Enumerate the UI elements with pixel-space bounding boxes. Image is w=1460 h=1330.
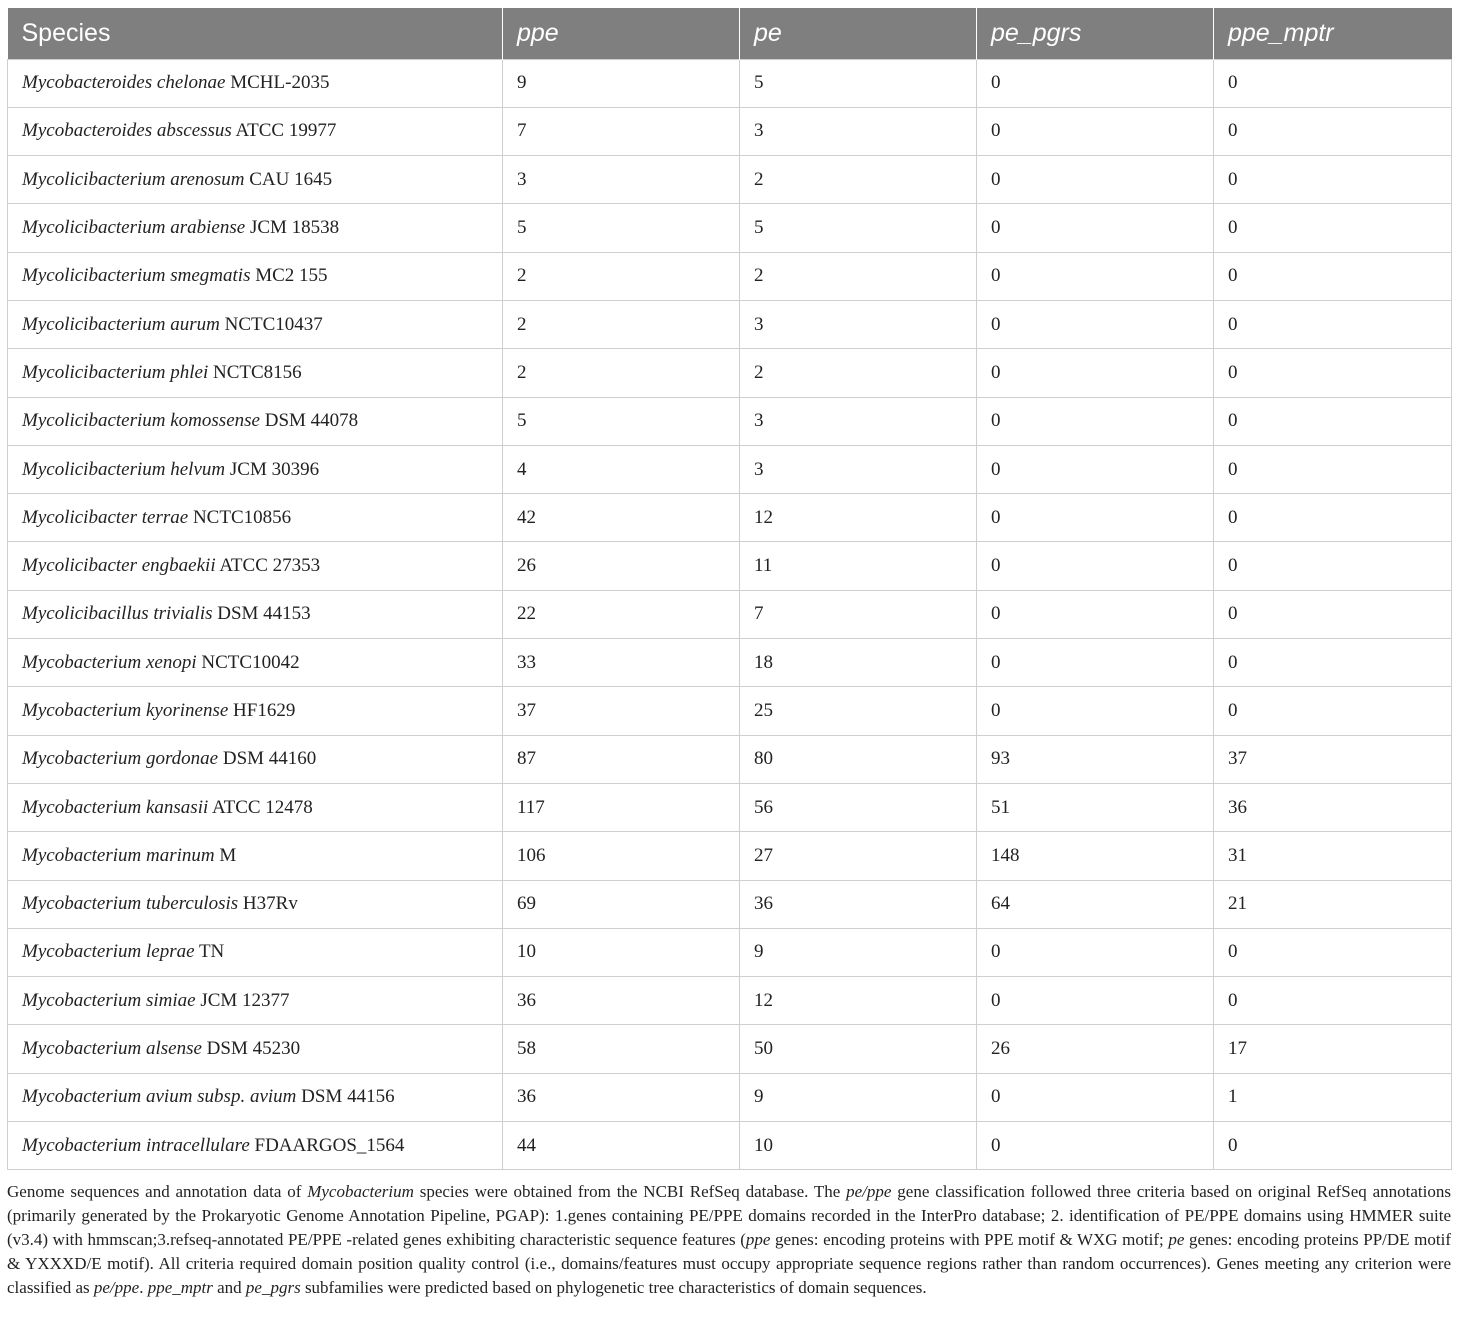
species-cell (8, 783, 503, 831)
count-cell-ppe-mptr: 0 (1214, 300, 1452, 348)
species-cell (8, 542, 503, 590)
count-cell-pe-pgrs: 93 (977, 735, 1214, 783)
count-cell-pe-pgrs: 0 (977, 542, 1214, 590)
count-cell-ppe-mptr: 0 (1214, 252, 1452, 300)
count-cell-ppe-mptr: 0 (1214, 349, 1452, 397)
strain-name: TN (198, 941, 225, 963)
table-row (8, 494, 1452, 542)
count-cell-pe-pgrs: 0 (977, 639, 1214, 687)
count-cell-pe: 80 (740, 735, 977, 783)
count-cell-pe: 3 (740, 300, 977, 348)
strain-name: ATCC 12478 (211, 796, 313, 818)
species-cell (8, 1025, 503, 1073)
table-row (8, 735, 1452, 783)
footnote-text: species were obtained from the NCBI RefSeq database. The (413, 1182, 847, 1201)
species-name: Mycolicibacterium komossense (22, 410, 260, 432)
species-name: Mycobacterium marinum (22, 844, 215, 866)
table-row (8, 783, 1452, 831)
count-cell-pe: 12 (740, 977, 977, 1025)
species-name: Mycolicibacterium helvum (22, 458, 226, 480)
strain-name: M (219, 844, 237, 866)
species-name: Mycolicibacterium arabiense (22, 217, 246, 239)
species-name: Mycobacterium xenopi (22, 651, 197, 673)
strain-name: NCTC10856 (192, 506, 292, 528)
count-cell-pe: 2 (740, 252, 977, 300)
count-cell-pe: 10 (740, 1122, 977, 1170)
species-name: Mycobacterium leprae (22, 941, 195, 963)
count-cell-pe-pgrs: 148 (977, 832, 1214, 880)
species-cell (8, 156, 503, 204)
count-cell-ppe-mptr: 0 (1214, 397, 1452, 445)
count-cell-pe-pgrs: 0 (977, 59, 1214, 107)
table-row (8, 1073, 1452, 1121)
count-cell-ppe: 58 (503, 1025, 740, 1073)
strain-name: HF1629 (233, 700, 296, 721)
species-cell (8, 107, 503, 155)
count-cell-pe: 3 (740, 445, 977, 493)
species-cell (8, 928, 503, 976)
count-cell-pe: 36 (740, 880, 977, 928)
strain-name: NCTC10042 (201, 651, 300, 673)
count-cell-ppe: 10 (503, 928, 740, 976)
count-cell-ppe-mptr: 0 (1214, 445, 1452, 493)
species-cell (8, 494, 503, 542)
species-name: Mycobacterium gordonae (22, 748, 219, 770)
count-cell-ppe-mptr: 31 (1214, 832, 1452, 880)
count-cell-ppe-mptr: 37 (1214, 735, 1452, 783)
footnote-italic: pe/ppe (846, 1182, 892, 1201)
table-row (8, 880, 1452, 928)
table-row (8, 1122, 1452, 1170)
species-name: Mycobacterium simiae (22, 989, 196, 1011)
count-cell-pe: 27 (740, 832, 977, 880)
count-cell-ppe-mptr: 0 (1214, 687, 1452, 735)
count-cell-pe-pgrs: 64 (977, 880, 1214, 928)
species-cell (8, 687, 503, 735)
species-name: Mycolicibacillus trivialis (22, 603, 213, 625)
strain-name: FDAARGOS_1564 (254, 1134, 405, 1156)
count-cell-ppe-mptr: 21 (1214, 880, 1452, 928)
footnote-italic: pe/ppe (93, 1278, 140, 1297)
count-cell-ppe-mptr: 0 (1214, 59, 1452, 107)
count-cell-pe: 9 (740, 928, 977, 976)
count-cell-pe: 12 (740, 494, 977, 542)
count-cell-pe: 7 (740, 590, 977, 638)
species-cell (8, 204, 503, 252)
count-cell-ppe: 36 (503, 1073, 740, 1121)
count-cell-pe-pgrs: 0 (977, 300, 1214, 348)
table-row (8, 832, 1452, 880)
count-cell-ppe-mptr: 0 (1214, 928, 1452, 976)
count-cell-pe: 3 (740, 107, 977, 155)
species-cell (8, 252, 503, 300)
count-cell-pe-pgrs: 0 (977, 397, 1214, 445)
footnote-text: gene classification followed three criteria based on original RefSeq annotations (primarily generated by the Prokaryotic Genome Annotation Pipeline, PGAP): 1.genes containing PE/PPE domains recorded in the InterPro database; 2. identification of PE/PPE domains using HMMER suite (v3.4) with hmmscan;3.refseq-annotated PE/PPE -related genes exhibiting characteristic sequence features ( (7, 1182, 1451, 1249)
count-cell-pe: 5 (740, 59, 977, 107)
count-cell-ppe-mptr: 0 (1214, 494, 1452, 542)
count-cell-pe: 3 (740, 397, 977, 445)
count-cell-ppe-mptr: 0 (1214, 542, 1452, 590)
footnote-text: genes: encoding proteins PP/DE motif & YXXXD/E motif). All criteria required domain position quality control (i.e., domains/features must occupy appropriate sequence regions rather than random occurrences). Genes meeting any criterion were classified as (7, 1230, 1451, 1297)
strain-name: ATCC 19977 (235, 120, 337, 142)
strain-name: MC2 155 (255, 265, 328, 287)
count-cell-ppe-mptr: 36 (1214, 783, 1452, 831)
table-container (7, 8, 1451, 1170)
strain-name: H37Rv (242, 893, 298, 915)
count-cell-pe-pgrs: 0 (977, 445, 1214, 493)
count-cell-ppe: 2 (503, 300, 740, 348)
strain-name: DSM 45230 (206, 1038, 301, 1060)
count-cell-pe: 25 (740, 687, 977, 735)
species-name: Mycolicibacterium smegmatis (22, 265, 251, 287)
gene-count-table (7, 8, 1452, 1170)
species-name: Mycolicibacterium phlei (22, 361, 209, 383)
count-cell-ppe-mptr: 0 (1214, 639, 1452, 687)
species-cell (8, 832, 503, 880)
count-cell-pe-pgrs: 0 (977, 687, 1214, 735)
count-cell-ppe: 36 (503, 977, 740, 1025)
strain-name: NCTC8156 (213, 361, 302, 383)
table-row (8, 59, 1452, 107)
count-cell-pe: 2 (740, 156, 977, 204)
species-cell (8, 590, 503, 638)
table-row (8, 204, 1452, 252)
count-cell-ppe: 3 (503, 156, 740, 204)
count-cell-ppe: 87 (503, 735, 740, 783)
count-cell-ppe: 9 (503, 59, 740, 107)
species-name: Mycobacterium intracellulare (22, 1134, 250, 1156)
footnote-text: Genome sequences and annotation data of (7, 1182, 308, 1201)
count-cell-ppe: 44 (503, 1122, 740, 1170)
header-ppe: ppe (503, 8, 740, 59)
species-name: Mycobacterium alsense (22, 1038, 202, 1060)
count-cell-ppe: 69 (503, 880, 740, 928)
count-cell-ppe-mptr: 0 (1214, 977, 1452, 1025)
count-cell-pe: 2 (740, 349, 977, 397)
count-cell-pe: 18 (740, 639, 977, 687)
table-footnote (7, 1180, 1451, 1300)
footnote-italic: ppe (745, 1230, 771, 1249)
table-row (8, 300, 1452, 348)
count-cell-ppe: 2 (503, 349, 740, 397)
count-cell-ppe-mptr: 0 (1214, 156, 1452, 204)
strain-name: MCHL-2035 (230, 72, 330, 94)
count-cell-ppe: 2 (503, 252, 740, 300)
count-cell-pe-pgrs: 0 (977, 1073, 1214, 1121)
count-cell-ppe: 117 (503, 783, 740, 831)
species-cell (8, 977, 503, 1025)
species-name: Mycolicibacter engbaekii (22, 555, 216, 577)
count-cell-pe-pgrs: 0 (977, 928, 1214, 976)
table-row (8, 252, 1452, 300)
strain-name: DSM 44160 (222, 748, 317, 770)
species-cell (8, 735, 503, 783)
species-name: Mycobacteroides abscessus (22, 120, 232, 142)
strain-name: NCTC10437 (224, 313, 323, 335)
strain-name: DSM 44153 (217, 603, 311, 625)
header-ppe-mptr: ppe_mptr (1214, 8, 1452, 59)
count-cell-ppe: 42 (503, 494, 740, 542)
header-pe: pe (740, 8, 977, 59)
species-cell (8, 1122, 503, 1170)
species-cell (8, 349, 503, 397)
count-cell-pe-pgrs: 26 (977, 1025, 1214, 1073)
count-cell-ppe-mptr: 0 (1214, 107, 1452, 155)
species-cell (8, 1073, 503, 1121)
count-cell-pe-pgrs: 0 (977, 349, 1214, 397)
count-cell-pe: 56 (740, 783, 977, 831)
count-cell-pe-pgrs: 0 (977, 156, 1214, 204)
table-row (8, 156, 1452, 204)
species-cell (8, 445, 503, 493)
species-name: Mycobacterium kansasii (22, 796, 209, 818)
count-cell-ppe: 5 (503, 397, 740, 445)
species-name: Mycolicibacterium arenosum (22, 168, 245, 190)
count-cell-ppe-mptr: 0 (1214, 204, 1452, 252)
species-name: Mycobacteroides chelonae (22, 72, 226, 94)
species-name: Mycobacterium avium subsp. avium (22, 1086, 297, 1108)
footnote-text: subfamilies were predicted based on phylogenetic tree characteristics of domain sequences. (300, 1278, 927, 1297)
count-cell-pe-pgrs: 0 (977, 977, 1214, 1025)
count-cell-pe: 5 (740, 204, 977, 252)
species-cell (8, 59, 503, 107)
count-cell-ppe: 37 (503, 687, 740, 735)
footnote-text: genes: encoding proteins with PPE motif & WXG motif; (770, 1230, 1169, 1249)
count-cell-pe: 9 (740, 1073, 977, 1121)
table-row (8, 687, 1452, 735)
species-name: Mycobacterium kyorinense (22, 700, 229, 721)
strain-name: JCM 30396 (229, 458, 320, 480)
strain-name: DSM 44156 (301, 1086, 395, 1108)
footnote-italic: ppe_mptr (147, 1278, 213, 1297)
count-cell-ppe: 22 (503, 590, 740, 638)
header-species: Species (8, 8, 503, 59)
count-cell-ppe-mptr: 1 (1214, 1073, 1452, 1121)
strain-name: DSM 44078 (264, 410, 359, 432)
table-row (8, 445, 1452, 493)
strain-name: CAU 1645 (249, 168, 333, 190)
table-row (8, 639, 1452, 687)
count-cell-ppe-mptr: 0 (1214, 590, 1452, 638)
count-cell-ppe-mptr: 0 (1214, 1122, 1452, 1170)
strain-name: JCM 12377 (200, 989, 290, 1011)
count-cell-pe-pgrs: 0 (977, 494, 1214, 542)
count-cell-pe-pgrs: 0 (977, 590, 1214, 638)
count-cell-ppe: 26 (503, 542, 740, 590)
count-cell-pe-pgrs: 0 (977, 1122, 1214, 1170)
count-cell-pe: 50 (740, 1025, 977, 1073)
count-cell-pe-pgrs: 0 (977, 107, 1214, 155)
count-cell-ppe: 4 (503, 445, 740, 493)
table-row (8, 542, 1452, 590)
species-cell (8, 880, 503, 928)
header-pe-pgrs: pe_pgrs (977, 8, 1214, 59)
species-name: Mycolicibacterium aurum (22, 313, 220, 335)
table-row (8, 107, 1452, 155)
count-cell-pe-pgrs: 0 (977, 252, 1214, 300)
table-row (8, 1025, 1452, 1073)
table-header-row (8, 8, 1452, 59)
count-cell-ppe-mptr: 17 (1214, 1025, 1452, 1073)
footnote-italic: Mycobacterium (307, 1182, 414, 1201)
species-cell (8, 300, 503, 348)
strain-name: ATCC 27353 (219, 555, 321, 577)
count-cell-ppe: 33 (503, 639, 740, 687)
footnote-italic: pe_pgrs (245, 1278, 301, 1297)
count-cell-ppe: 5 (503, 204, 740, 252)
table-row (8, 928, 1452, 976)
table-row (8, 349, 1452, 397)
count-cell-pe: 11 (740, 542, 977, 590)
footnote-text: . (139, 1278, 148, 1297)
count-cell-pe-pgrs: 0 (977, 204, 1214, 252)
footnote-italic: pe (1168, 1230, 1185, 1249)
count-cell-ppe: 7 (503, 107, 740, 155)
table-row (8, 977, 1452, 1025)
table-row (8, 590, 1452, 638)
species-name: Mycolicibacter terrae (22, 506, 189, 528)
footnote-text: and (212, 1278, 246, 1297)
strain-name: JCM 18538 (249, 217, 340, 239)
species-cell (8, 639, 503, 687)
species-cell (8, 397, 503, 445)
count-cell-pe-pgrs: 51 (977, 783, 1214, 831)
table-row (8, 397, 1452, 445)
count-cell-ppe: 106 (503, 832, 740, 880)
species-name: Mycobacterium tuberculosis (22, 893, 239, 915)
